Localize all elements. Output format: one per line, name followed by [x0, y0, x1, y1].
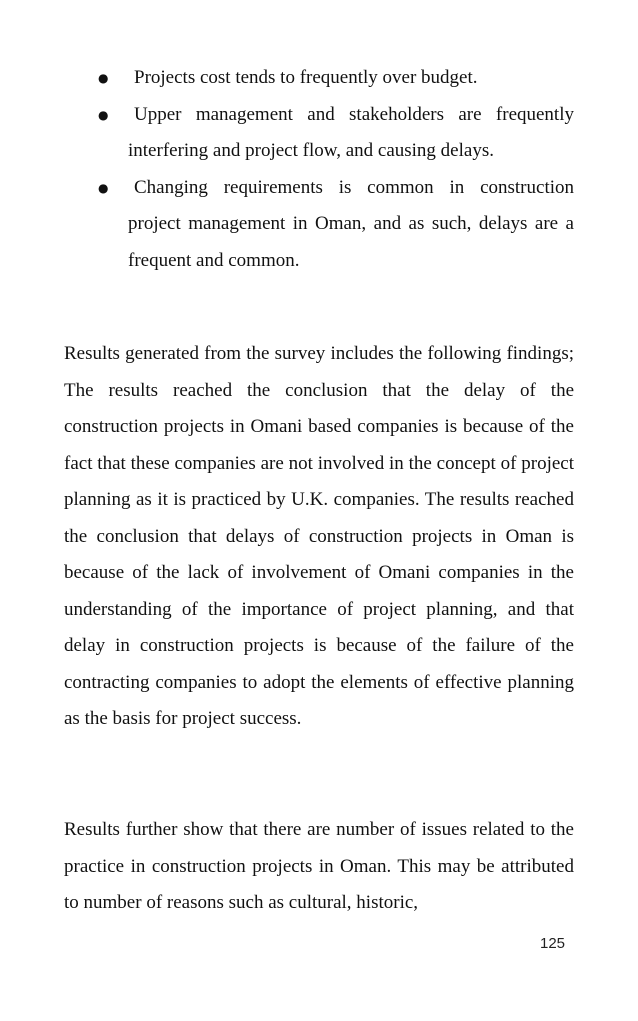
body-paragraph: Results generated from the survey includes the following findings; The results reached the conclusion that the delay of the construction projects in Omani based companies is because of the fact that these companies are not involved in the concept of project planning as it is practiced by U.K. companies. The results reached the conclusion that delays of construction projects in Oman is because of the lack of involvement of Omani companies in the understanding of the importance of project planning, and that delay in construction projects is because of the failure of the contracting companies to adopt the elements of effective planning as the basis for project success.	[64, 343, 574, 729]
bullet-text: Projects cost tends to frequently over budget.	[134, 67, 478, 88]
bullet-dot-icon: ●	[98, 107, 109, 122]
bullet-text: Changing requirements is common in construction project management in Oman, and as such, delays are a frequent and common.	[128, 176, 574, 271]
bullet-item	[98, 170, 574, 280]
bullet-dot-icon: ●	[98, 71, 109, 85]
bullet-item	[98, 60, 574, 97]
bullet-text: Upper management and stakeholders are frequently interfering and project flow, and causing delays.	[128, 103, 574, 161]
body-paragraph: Results further show that there are number of issues related to the practice in construction projects in Oman. This may be attributed to number of reasons such as cultural, historic,	[64, 819, 574, 913]
bullet-list	[0, 60, 638, 279]
page-number: 125	[540, 935, 566, 952]
bullet-item	[98, 97, 574, 170]
bullet-dot-icon: ●	[98, 180, 109, 195]
